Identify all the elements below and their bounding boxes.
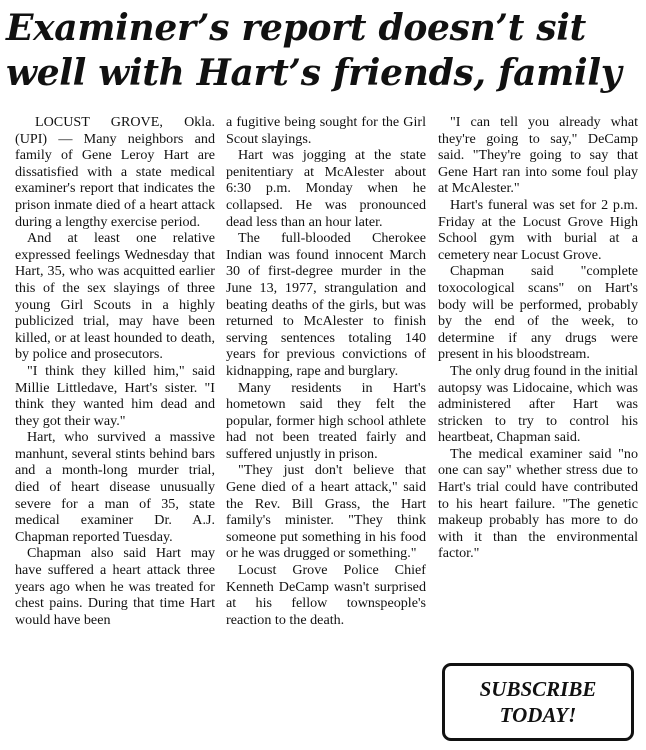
article-paragraph: The full-blooded Cherokee Indian was found innocent March 30 of first-degree murder in the June 13, 1977, strangulation and beating deaths of the girls, but was returned to McAlester to finish serving sentences totaling 140 years for previous convictions of kidnapping, rape and burglary.	[226, 230, 426, 379]
article-paragraph: Many residents in Hart's hometown said they felt the popular, former high school athlete had not been treated fairly and suffered unjustly in prison.	[226, 379, 426, 462]
article-paragraph: "They just don't believe that Gene died of a heart attack," said the Rev. Bill Grass, the Hart family's minister. "They think someone put something in his food or he was drugged or something."	[226, 462, 426, 562]
article-paragraph: Hart, who survived a massive manhunt, several stints behind bars and a month-long murder trial, died of heart disease unusually severe for a man of 35, state medical examiner Dr. A.J. Chapman reported Tuesday.	[15, 429, 215, 545]
subscribe-promo-box[interactable]	[442, 663, 634, 741]
article-paragraph: The only drug found in the initial autopsy was Lidocaine, which was administered after Hart was stricken to try to control his heartbeat, Chapman said.	[438, 362, 638, 446]
article-paragraph: Chapman said "complete toxocological scans" on Hart's body will be performed, probably by the end of the week, to determine if any drugs were present in his bloodstream.	[438, 263, 638, 363]
article-paragraph: Hart was jogging at the state penitentiary at McAlester about 6:30 p.m. Monday when he collapsed. He was pronounced dead less than an hour later.	[226, 147, 426, 230]
article-paragraph: Locust Grove Police Chief Kenneth DeCamp wasn't surprised at his fellow townspeople's reaction to the death.	[226, 562, 426, 628]
article-paragraph: And at least one relative expressed feelings Wednesday that Hart, 35, who was acquitted earlier this of the sex slayings of three young Girl Scouts in a highly publicized trial, may have been killed, or at least hounded to death, by police and prosecutors.	[15, 230, 215, 363]
article-paragraph: Chapman also said Hart may have suffered a heart attack three years ago when he was treated for chest pains. During that time Hart would have been	[15, 545, 215, 628]
article-paragraph: LOCUST GROVE, Okla. (UPI) — Many neighbors and family of Gene Leroy Hart are dissatisfied with a state medical examiner's report that indicates the prison inmate died of a heart attack during a lengthy exercise period.	[15, 114, 215, 230]
headline-line-2: well with Hart’s friends, family	[6, 52, 622, 94]
article-column-3	[438, 114, 638, 562]
subscribe-promo-line-2: TODAY!	[499, 703, 577, 727]
article-paragraph: "I can tell you already what they're going to say," DeCamp said. "They're going to say that Gene Hart ran into some foul play at McAlester."	[438, 114, 638, 197]
headline-line-1: Examiner’s report doesn’t sit	[6, 7, 586, 49]
headline	[6, 6, 642, 96]
article-column-1	[15, 114, 215, 628]
article-paragraph: "I think they killed him," said Millie Littledave, Hart's sister. "I think they wanted him dead and they got their way."	[15, 362, 215, 429]
article-paragraph: a fugitive being sought for the Girl Scout slayings.	[226, 114, 426, 147]
subscribe-promo-line-1: SUBSCRIBE	[479, 677, 597, 701]
article-column-2	[226, 114, 426, 628]
article-paragraph: The medical examiner said "no one can say" whether stress due to Hart's trial could have contributed to his heart failure. "The genetic makeup probably has more to do with it than the environmental factor."	[438, 445, 638, 562]
article-paragraph: Hart's funeral was set for 2 p.m. Friday at the Locust Grove High School gym with burial at a cemetery near Locust Grove.	[438, 196, 638, 263]
